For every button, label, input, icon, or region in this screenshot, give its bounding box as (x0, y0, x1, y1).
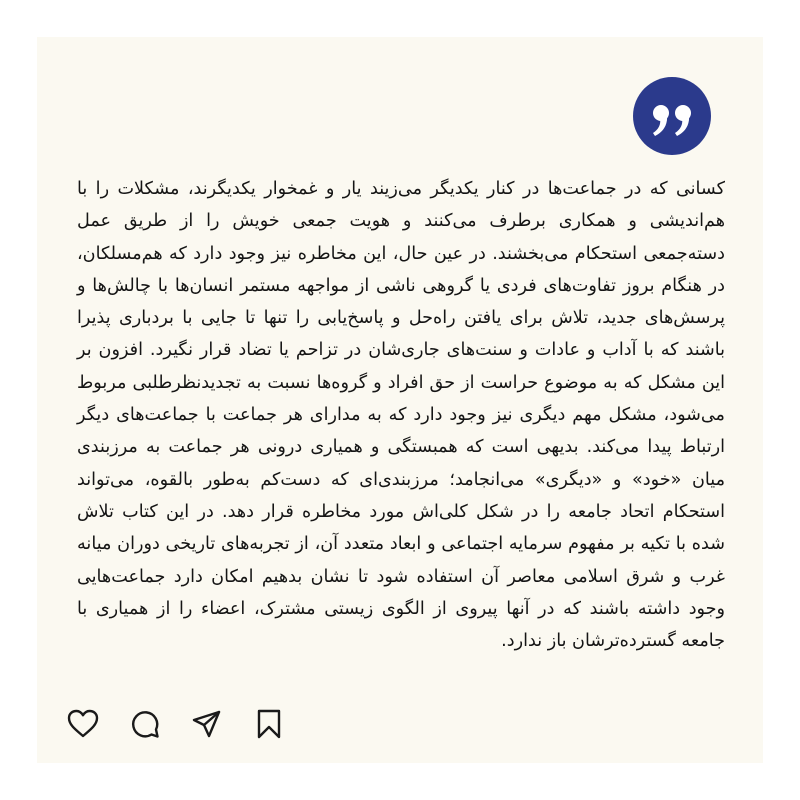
comment-button[interactable] (125, 704, 165, 744)
share-button[interactable] (187, 704, 227, 744)
comment-icon (129, 708, 161, 740)
like-button[interactable] (63, 704, 103, 744)
post-actions (63, 704, 311, 744)
post-card (37, 37, 763, 763)
save-button[interactable] (249, 704, 289, 744)
post-body-text: کسانی که در جماعت‌ها در کنار یکدیگر می‌زیند یار و غمخوار یکدیگرند، مشکلات را با هم‌اندیشی و همکاری برطرف می‌کنند و هویت جمعی خویش را از طریق عمل دسته‌جمعی استحکام می‌بخشند. در عین حال، این مخاطره نیز وجود دارد که هم‌مسلکان، در هنگام بروز تفاوت‌های فردی یا گروهی ناشی از مواجهه مستمر انسان‌ها با چالش‌ها و پرسش‌های جدید، تلاش برای یافتن راه‌حل و پاسخ‌یابی را تنها تا جایی با بردباری پذیرا باشند که با آداب و عادات و سنت‌های جاری‌شان در تزاحم یا تضاد قرار نگیرد. افزون بر این مشکل که به موضوع حراست از حق افراد و گروه‌ها نسبت به تجدیدنظرطلبی مربوط می‌شود، مشکل مهم دیگری نیز وجود دارد که به مدارای هر جماعت با جماعت‌های دیگر ارتباط پیدا می‌کند. بدیهی است که همبستگی و همیاری درونی هر جماعت به مرزبندی میان «خود» و «دیگری» می‌انجامد؛ مرزبندی‌ای که دست‌کم به‌طور بالقوه، می‌تواند استحکام اتحاد جامعه را در شکل کلی‌اش مورد مخاطره قرار دهد. در این کتاب تلاش شده با تکیه بر مفهوم سرمایه اجتماعی و ابعاد متعدد آن، از تجربه‌های تاریخی دوران میانه غرب و شرق اسلامی معاصر آن استفاده شود تا نشان بدهیم امکان دارد جماعت‌هایی وجود داشته باشند که در آنها پیروی از الگوی زیستی مشترک، اعضاء را از همیاری با جامعه گسترده‌ترشان باز ندارد. (77, 179, 725, 652)
send-icon (191, 708, 223, 740)
bookmark-icon (255, 708, 283, 740)
heart-icon (66, 708, 100, 740)
quote-icon (633, 77, 711, 155)
